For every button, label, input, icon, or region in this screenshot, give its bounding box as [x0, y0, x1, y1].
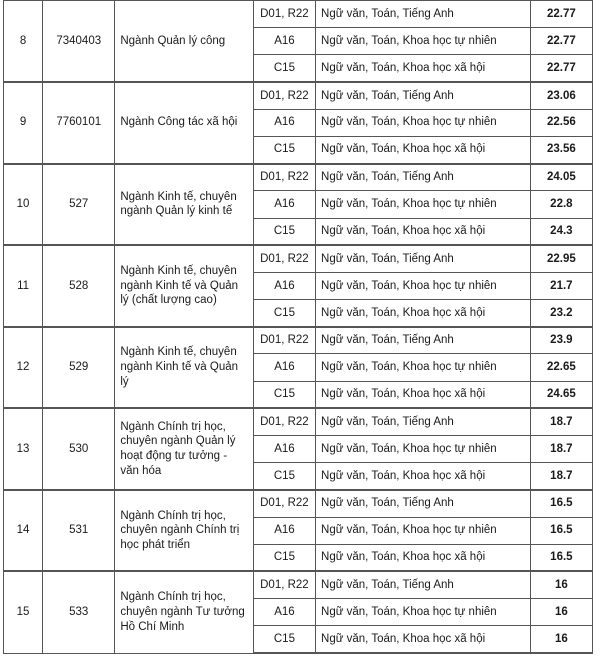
cell-subject-list: Ngữ văn, Toán, Khoa học xã hội — [316, 463, 531, 490]
cell-index: 10 — [4, 164, 43, 246]
cell-benchmark-score: 23.2 — [530, 300, 592, 327]
cell-major-name: Ngành Chính trị học, chuyên ngành Quản lý hoạt động tư tưởng - văn hóa — [115, 408, 253, 490]
cell-major-name: Ngành Kinh tế, chuyên ngành Kinh tế và Quản lý (chất lượng cao) — [115, 245, 253, 327]
cell-subject-list: Ngữ văn, Toán, Khoa học tự nhiên — [316, 436, 531, 463]
cell-benchmark-score: 16 — [530, 599, 592, 626]
cell-subject-list: Ngữ văn, Toán, Khoa học tự nhiên — [316, 599, 531, 626]
cell-major-code: 529 — [43, 327, 115, 409]
cell-subject-list: Ngữ văn, Toán, Khoa học xã hội — [316, 300, 531, 327]
cell-major-name: Ngành Chính trị học, chuyên ngành Tư tưởng Hồ Chí Minh — [115, 571, 253, 653]
cell-major-name: Ngành Quản lý công — [115, 1, 253, 83]
cell-index: 8 — [4, 1, 43, 83]
cell-benchmark-score: 16.5 — [530, 517, 592, 544]
table-row — [4, 164, 593, 191]
cell-major-name: Ngành Kinh tế, chuyên ngành Quản lý kinh tế — [115, 164, 253, 246]
cell-subject-block: A16 — [253, 354, 315, 381]
cell-benchmark-score: 22.77 — [530, 55, 592, 82]
cell-benchmark-score: 23.56 — [530, 136, 592, 163]
cell-major-name: Ngành Công tác xã hội — [115, 82, 253, 164]
cell-index: 11 — [4, 245, 43, 327]
cell-subject-block: C15 — [253, 463, 315, 490]
table-row — [4, 1, 593, 28]
cell-benchmark-score: 22.77 — [530, 28, 592, 55]
cell-subject-list: Ngữ văn, Toán, Khoa học xã hội — [316, 626, 531, 653]
cell-subject-block: D01, R22 — [253, 408, 315, 435]
cell-subject-list: Ngữ văn, Toán, Tiếng Anh — [316, 408, 531, 435]
cell-subject-block: C15 — [253, 300, 315, 327]
cell-subject-block: D01, R22 — [253, 1, 315, 28]
cell-major-code: 7340403 — [43, 1, 115, 83]
cell-benchmark-score: 18.7 — [530, 436, 592, 463]
cell-subject-list: Ngữ văn, Toán, Khoa học tự nhiên — [316, 517, 531, 544]
cell-subject-block: A16 — [253, 436, 315, 463]
cell-benchmark-score: 22.95 — [530, 245, 592, 272]
table-body — [4, 1, 593, 654]
cell-subject-list: Ngữ văn, Toán, Khoa học tự nhiên — [316, 354, 531, 381]
cell-benchmark-score: 16.5 — [530, 490, 592, 517]
cell-major-code: 528 — [43, 245, 115, 327]
cell-subject-block: D01, R22 — [253, 164, 315, 191]
cell-benchmark-score: 23.06 — [530, 82, 592, 109]
cell-subject-list: Ngữ văn, Toán, Khoa học tự nhiên — [316, 272, 531, 299]
cell-benchmark-score: 16 — [530, 626, 592, 653]
cell-subject-block: C15 — [253, 136, 315, 163]
cell-index: 15 — [4, 571, 43, 653]
cell-subject-block: C15 — [253, 218, 315, 245]
cell-subject-list: Ngữ văn, Toán, Khoa học xã hội — [316, 55, 531, 82]
cell-benchmark-score: 16.5 — [530, 544, 592, 571]
cell-subject-block: A16 — [253, 272, 315, 299]
cell-subject-block: A16 — [253, 599, 315, 626]
cell-index: 13 — [4, 408, 43, 490]
cell-index: 9 — [4, 82, 43, 164]
cell-benchmark-score: 24.05 — [530, 164, 592, 191]
cell-benchmark-score: 22.56 — [530, 109, 592, 136]
cell-benchmark-score: 24.65 — [530, 381, 592, 408]
cell-index: 12 — [4, 327, 43, 409]
cell-index: 14 — [4, 490, 43, 572]
cell-subject-list: Ngữ văn, Toán, Khoa học xã hội — [316, 218, 531, 245]
cell-benchmark-score: 22.65 — [530, 354, 592, 381]
cell-benchmark-score: 24.3 — [530, 218, 592, 245]
cell-major-code: 527 — [43, 164, 115, 246]
cell-major-name: Ngành Kinh tế, chuyên ngành Kinh tế và Quản lý — [115, 327, 253, 409]
cell-major-code: 533 — [43, 571, 115, 653]
cell-subject-list: Ngữ văn, Toán, Khoa học xã hội — [316, 381, 531, 408]
cell-subject-block: A16 — [253, 28, 315, 55]
cell-subject-block: D01, R22 — [253, 571, 315, 598]
cell-benchmark-score: 16 — [530, 571, 592, 598]
cell-benchmark-score: 18.7 — [530, 463, 592, 490]
cell-subject-block: A16 — [253, 109, 315, 136]
cell-benchmark-score: 22.8 — [530, 191, 592, 218]
cell-subject-block: A16 — [253, 191, 315, 218]
cell-benchmark-score: 22.77 — [530, 1, 592, 28]
cell-subject-block: D01, R22 — [253, 82, 315, 109]
cell-benchmark-score: 18.7 — [530, 408, 592, 435]
cell-subject-list: Ngữ văn, Toán, Tiếng Anh — [316, 327, 531, 354]
cell-subject-list: Ngữ văn, Toán, Tiếng Anh — [316, 571, 531, 598]
cell-benchmark-score: 21.7 — [530, 272, 592, 299]
cell-subject-list: Ngữ văn, Toán, Tiếng Anh — [316, 164, 531, 191]
cell-subject-list: Ngữ văn, Toán, Tiếng Anh — [316, 490, 531, 517]
table-row — [4, 82, 593, 109]
cell-major-code: 531 — [43, 490, 115, 572]
cell-subject-list: Ngữ văn, Toán, Tiếng Anh — [316, 245, 531, 272]
table-row — [4, 327, 593, 354]
table-row — [4, 490, 593, 517]
cell-subject-block: C15 — [253, 55, 315, 82]
admission-score-table — [3, 0, 593, 654]
cell-subject-block: C15 — [253, 544, 315, 571]
cell-subject-list: Ngữ văn, Toán, Tiếng Anh — [316, 82, 531, 109]
cell-subject-block: D01, R22 — [253, 490, 315, 517]
cell-subject-block: D01, R22 — [253, 245, 315, 272]
cell-major-code: 7760101 — [43, 82, 115, 164]
cell-subject-block: C15 — [253, 381, 315, 408]
cell-major-code: 530 — [43, 408, 115, 490]
table-row — [4, 408, 593, 435]
cell-subject-block: D01, R22 — [253, 327, 315, 354]
cell-benchmark-score: 23.9 — [530, 327, 592, 354]
cell-subject-list: Ngữ văn, Toán, Khoa học xã hội — [316, 136, 531, 163]
cell-subject-block: C15 — [253, 626, 315, 653]
cell-subject-list: Ngữ văn, Toán, Khoa học tự nhiên — [316, 109, 531, 136]
table-row — [4, 245, 593, 272]
cell-subject-list: Ngữ văn, Toán, Khoa học tự nhiên — [316, 28, 531, 55]
cell-subject-list: Ngữ văn, Toán, Khoa học tự nhiên — [316, 191, 531, 218]
table-row — [4, 571, 593, 598]
cell-subject-block: A16 — [253, 517, 315, 544]
cell-major-name: Ngành Chính trị học, chuyên ngành Chính trị học phát triển — [115, 490, 253, 572]
cell-subject-list: Ngữ văn, Toán, Khoa học xã hội — [316, 544, 531, 571]
cell-subject-list: Ngữ văn, Toán, Tiếng Anh — [316, 1, 531, 28]
